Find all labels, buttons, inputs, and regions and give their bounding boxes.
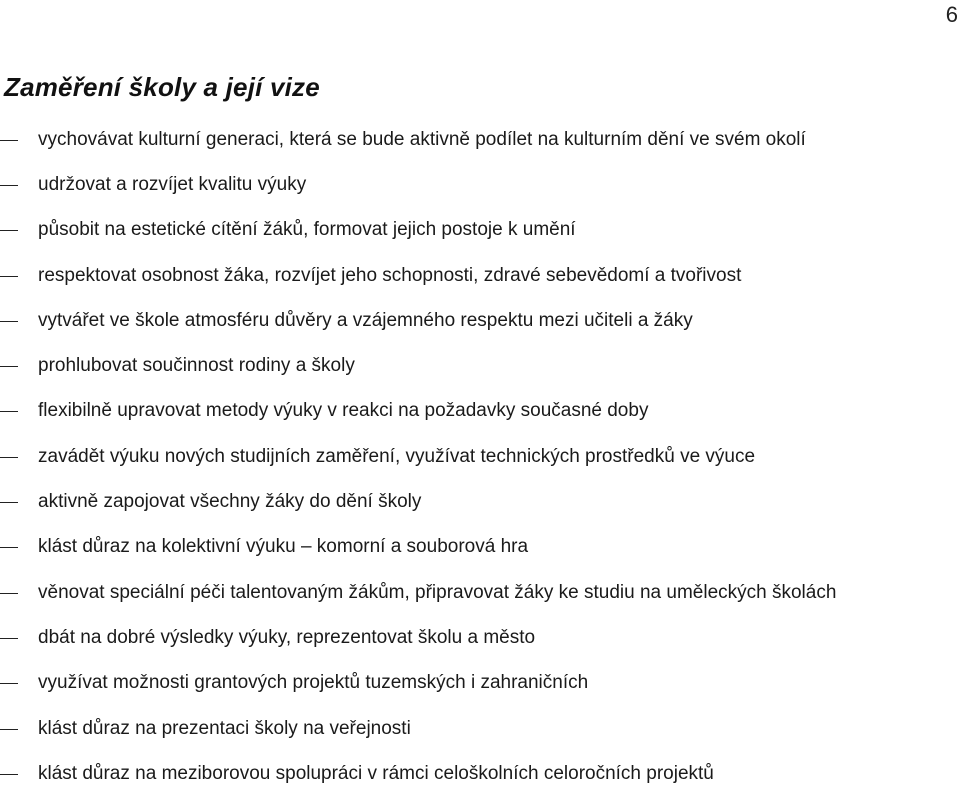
dash-bullet-icon bbox=[0, 729, 18, 730]
list-item-text: klást důraz na prezentaci školy na veřejnosti bbox=[38, 717, 411, 739]
list-item bbox=[0, 117, 958, 162]
vision-list bbox=[0, 117, 958, 796]
dash-bullet-icon bbox=[0, 321, 18, 322]
dash-bullet-icon bbox=[0, 547, 18, 548]
list-item-text: respektovat osobnost žáka, rozvíjet jeho schopnosti, zdravé sebevědomí a tvořivost bbox=[38, 264, 742, 286]
list-item-text: flexibilně upravovat metody výuky v reakci na požadavky současné doby bbox=[38, 400, 649, 422]
list-item-text: dbát na dobré výsledky výuky, reprezentovat školu a město bbox=[38, 626, 536, 648]
list-item-text: zavádět výuku nových studijních zaměření, využívat technických prostředků ve výuce bbox=[38, 445, 756, 467]
dash-bullet-icon bbox=[0, 774, 18, 775]
dash-bullet-icon bbox=[0, 140, 18, 141]
list-item-text: prohlubovat součinnost rodiny a školy bbox=[38, 355, 355, 377]
page-number: 6 bbox=[945, 2, 958, 27]
dash-bullet-icon bbox=[0, 230, 18, 231]
list-item-text: vychovávat kulturní generaci, která se bude aktivně podílet na kulturním dění ve svém okolí bbox=[38, 128, 806, 150]
list-item bbox=[0, 525, 958, 570]
dash-bullet-icon bbox=[0, 638, 18, 639]
list-item bbox=[0, 343, 958, 388]
list-item bbox=[0, 615, 958, 660]
list-item-text: aktivně zapojovat všechny žáky do dění školy bbox=[38, 491, 422, 513]
list-item bbox=[0, 479, 958, 524]
list-item-text: vytvářet ve škole atmosféru důvěry a vzájemného respektu mezi učiteli a žáky bbox=[38, 309, 693, 331]
list-item bbox=[0, 706, 958, 751]
dash-bullet-icon bbox=[0, 185, 18, 186]
list-item-text: klást důraz na meziborovou spolupráci v rámci celoškolních celoročních projektů bbox=[38, 762, 714, 784]
list-item-text: klást důraz na kolektivní výuku – komorní a souborová hra bbox=[38, 536, 529, 558]
dash-bullet-icon bbox=[0, 411, 18, 412]
dash-bullet-icon bbox=[0, 502, 18, 503]
dash-bullet-icon bbox=[0, 366, 18, 367]
list-item bbox=[0, 162, 958, 207]
list-item bbox=[0, 298, 958, 343]
list-item bbox=[0, 434, 958, 479]
dash-bullet-icon bbox=[0, 593, 18, 594]
list-item bbox=[0, 253, 958, 298]
page-title: Zaměření školy a její vize bbox=[4, 72, 320, 102]
list-item-text: působit na estetické cítění žáků, formovat jejich postoje k umění bbox=[38, 219, 576, 241]
dash-bullet-icon bbox=[0, 276, 18, 277]
dash-bullet-icon bbox=[0, 683, 18, 684]
dash-bullet-icon bbox=[0, 457, 18, 458]
list-item-text: udržovat a rozvíjet kvalitu výuky bbox=[38, 173, 307, 195]
list-item bbox=[0, 208, 958, 253]
list-item bbox=[0, 570, 958, 615]
list-item-text: využívat možnosti grantových projektů tuzemských i zahraničních bbox=[38, 672, 589, 694]
list-item-text: věnovat speciální péči talentovaným žákům, připravovat žáky ke studiu na uměleckých školách bbox=[38, 581, 837, 603]
list-item bbox=[0, 389, 958, 434]
list-item bbox=[0, 661, 958, 706]
list-item bbox=[0, 751, 958, 796]
